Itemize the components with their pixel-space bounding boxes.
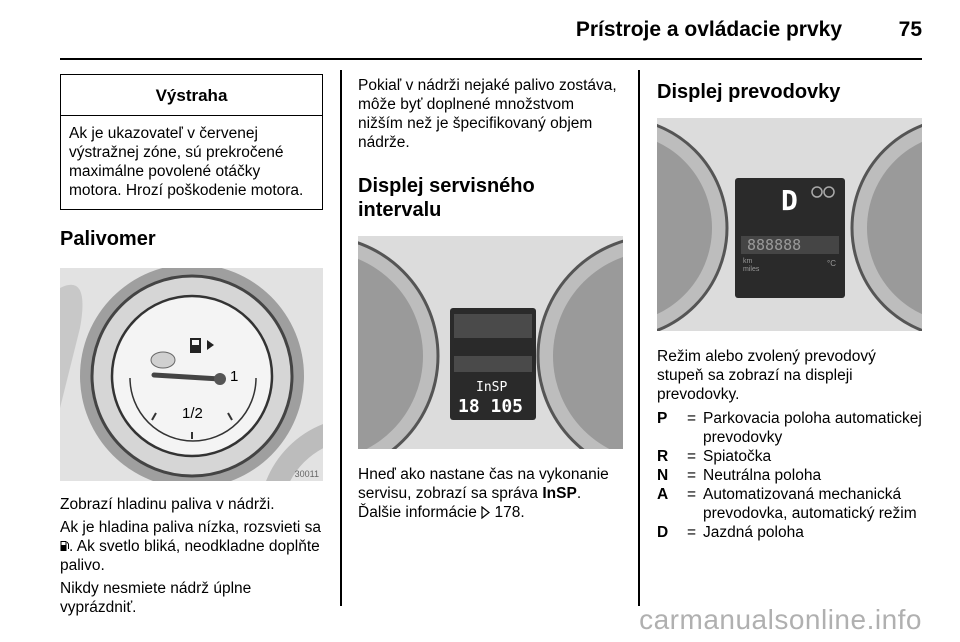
header-divider xyxy=(60,58,922,60)
section-heading-fuel: Palivomer xyxy=(60,228,156,250)
gauge-label-half: 1/2 xyxy=(182,405,203,422)
section-heading-transmission: Displej prevodovky xyxy=(657,81,841,103)
page-number: 75 xyxy=(898,18,922,41)
page-title: Prístroje a ovládacie prvky xyxy=(575,18,842,41)
def-key: D xyxy=(657,524,669,541)
column-1 xyxy=(60,74,323,617)
def-eq: = xyxy=(687,486,697,503)
def-key: N xyxy=(657,467,669,484)
display-km-text: 18 105 xyxy=(458,396,524,417)
def-key: A xyxy=(657,486,669,503)
service-paragraph-2: Ďalšie informácie 178. xyxy=(358,504,525,521)
service-paragraph-1: Hneď ako nastane čas na vykonanie servisu, zobrazí sa správa InSP. xyxy=(358,466,609,502)
transmission-paragraph: Režim alebo zvolený prevodový stupeň sa zobrazí na displeji prevodovky. xyxy=(657,348,876,403)
transmission-display-illustration xyxy=(657,118,922,331)
warning-box xyxy=(60,74,323,210)
temperature-unit: °C xyxy=(827,259,836,268)
warning-body: Ak je ukazovateľ v červenej výstražnej zóne, sú prekročené maximálne povolené otáčky motora. Hrozí poškodenie motora. xyxy=(69,125,304,199)
column-divider-2 xyxy=(638,70,640,606)
def-eq: = xyxy=(687,467,697,484)
def-eq: = xyxy=(687,410,697,427)
service-display-illustration xyxy=(358,236,623,449)
def-eq: = xyxy=(687,524,697,541)
fuel-paragraph-3: Nikdy nesmiete nádrž úplne vyprázdniť. xyxy=(60,580,252,616)
fuel-paragraph-2: Ak je hladina paliva nízka, rozsvieti sa . Ak svetlo bliká, neodkladne doplňte palivo. xyxy=(60,519,322,574)
fuel-gauge-figure xyxy=(60,268,323,481)
section-heading-service: Displej servisného intervalu xyxy=(358,175,535,221)
def-value: Neutrálna poloha xyxy=(703,467,822,484)
watermark-brand[interactable]: carmanualsonline.info xyxy=(639,604,922,635)
fuel-pump-icon xyxy=(60,540,69,552)
fuel-gauge-illustration xyxy=(60,268,323,481)
figure-code: 30011 xyxy=(294,469,319,479)
col2-paragraph-top: Pokiaľ v nádrži nejaké palivo zostáva, môže byť doplnené množstvom nižším než je špecifikovaný objem nádrže. xyxy=(358,77,617,151)
column-divider-1 xyxy=(340,70,342,606)
def-value: Jazdná poloha xyxy=(703,524,804,541)
segment-display: 888888 xyxy=(747,236,802,254)
warning-title: Výstraha xyxy=(61,75,322,116)
gear-indicator: D xyxy=(781,184,798,217)
service-display-figure xyxy=(358,236,623,449)
column-3 xyxy=(657,76,922,542)
gauge-label-full: 1 xyxy=(230,368,239,385)
def-value: Spiatočka xyxy=(703,448,772,465)
def-key: R xyxy=(657,448,669,465)
def-value: Automatizovaná mechanická prevodovka, automatický režim xyxy=(703,486,917,522)
display-insp-text: InSP xyxy=(476,380,508,395)
gear-definitions xyxy=(657,409,922,542)
fuel-paragraph-1: Zobrazí hladinu paliva v nádrži. xyxy=(60,496,275,513)
def-eq: = xyxy=(687,448,697,465)
def-key: P xyxy=(657,410,668,427)
reference-arrow-icon xyxy=(481,506,490,519)
column-2 xyxy=(358,76,623,522)
def-value: Parkovacia poloha automatickej prevodovky xyxy=(703,410,922,446)
transmission-display-figure xyxy=(657,118,922,331)
unit-small: km miles xyxy=(743,258,760,273)
